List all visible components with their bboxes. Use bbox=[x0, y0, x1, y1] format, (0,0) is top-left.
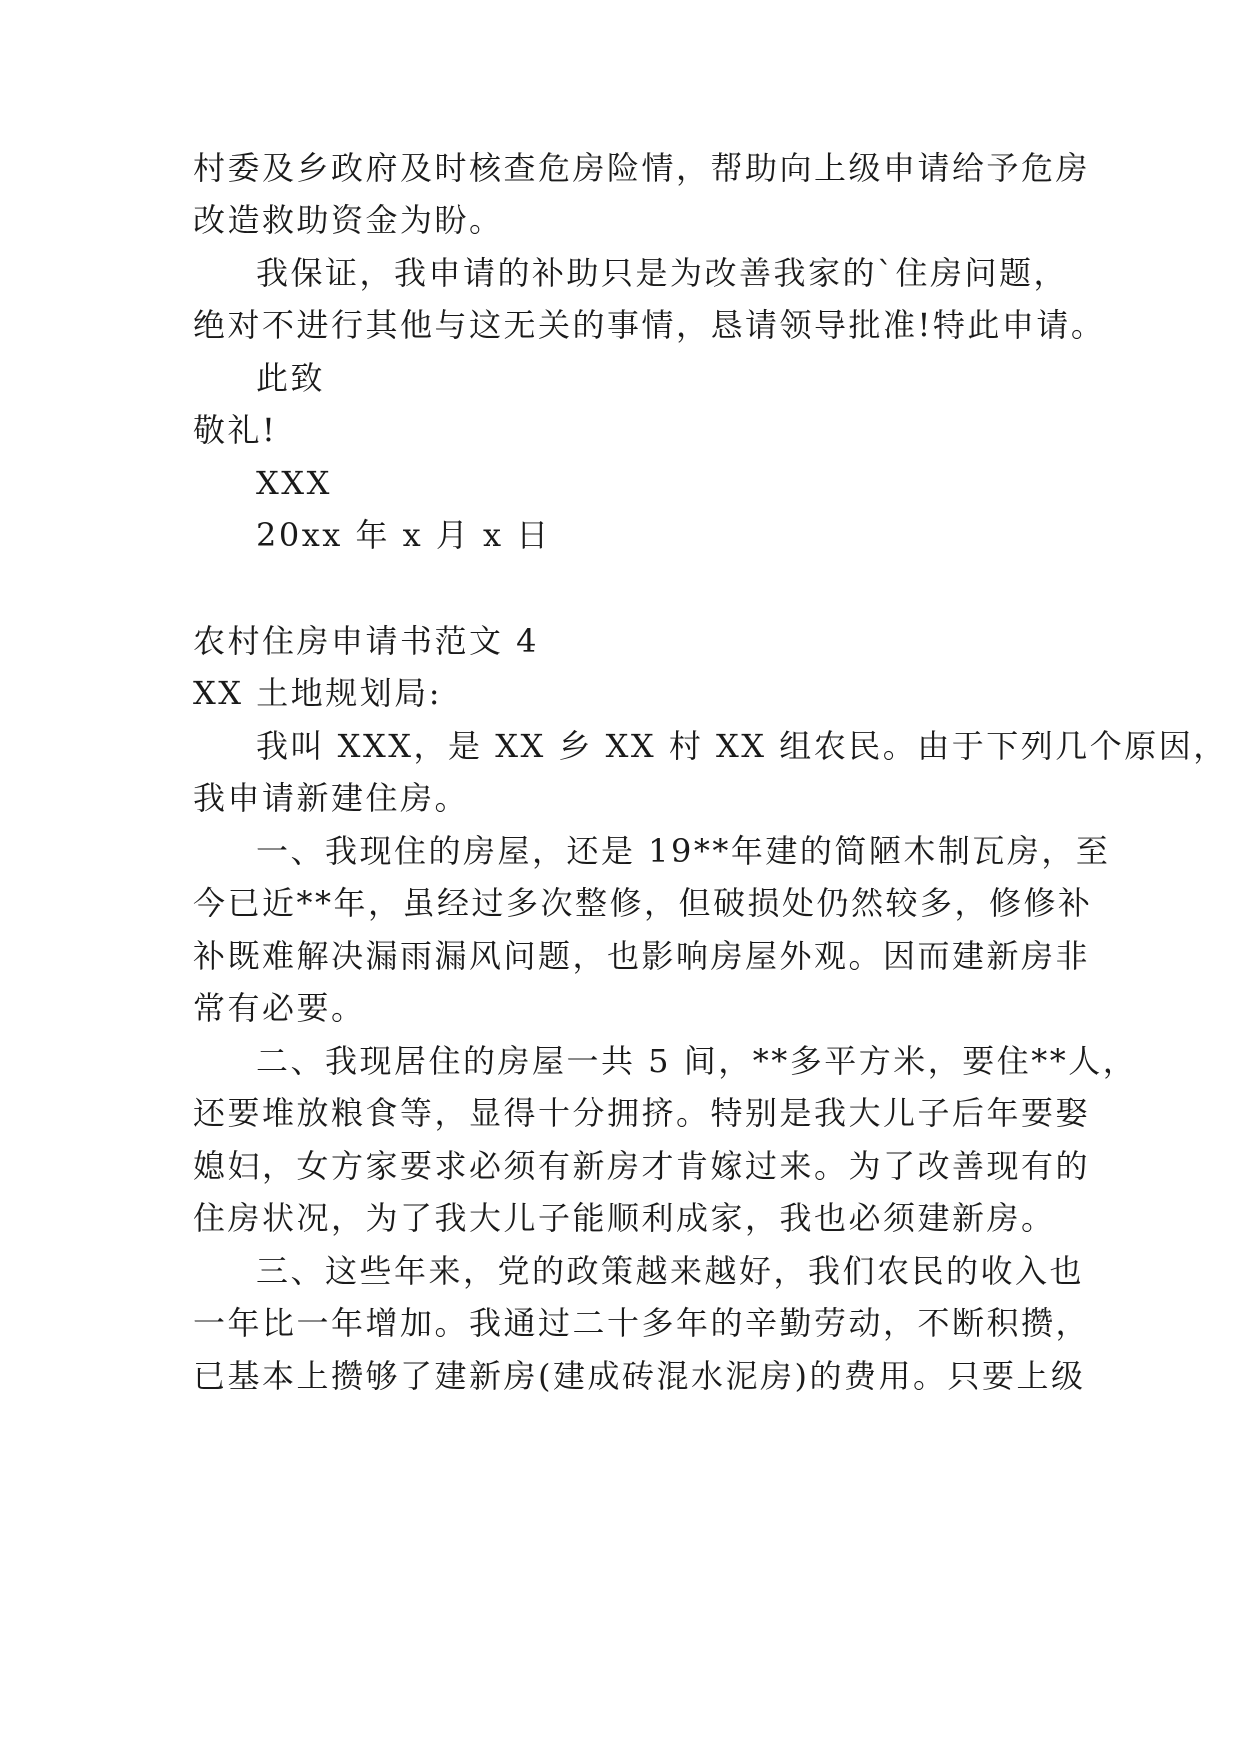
paragraph-line: 绝对不进行其他与这无关的事情，恳请领导批准!特此申请。 bbox=[193, 306, 1106, 344]
signature: XXX bbox=[256, 464, 332, 502]
closing-salute: 敬礼! bbox=[193, 411, 278, 449]
paragraph-line: 还要堆放粮食等，显得十分拥挤。特别是我大儿子后年要娶 bbox=[193, 1094, 1091, 1132]
paragraph-line: 村委及乡政府及时核查危房险情，帮助向上级申请给予危房 bbox=[193, 149, 1091, 187]
date: 20xx 年 x 月 x 日 bbox=[256, 516, 551, 554]
paragraph-line: 补既难解决漏雨漏风问题，也影响房屋外观。因而建新房非 bbox=[193, 937, 1091, 975]
paragraph-line: 三、这些年来，党的政策越来越好，我们农民的收入也 bbox=[256, 1252, 1085, 1290]
paragraph-line: 改造救助资金为盼。 bbox=[193, 201, 504, 239]
closing-greeting: 此致 bbox=[256, 359, 326, 397]
paragraph-line: 我申请新建住房。 bbox=[193, 779, 470, 817]
paragraph-line: 一、我现住的房屋，还是 19**年建的简陋木制瓦房，至 bbox=[256, 832, 1111, 870]
paragraph-line: 我叫 XXX，是 XX 乡 XX 村 XX 组农民。由于下列几个原因， bbox=[256, 727, 1228, 765]
paragraph-line: 二、我现居住的房屋一共 5 间，**多平方米，要住**人， bbox=[256, 1042, 1138, 1080]
paragraph-line: 今已近**年，虽经过多次整修，但破损处仍然较多，修修补 bbox=[193, 884, 1093, 922]
paragraph-line: 已基本上攒够了建新房(建成砖混水泥房)的费用。只要上级 bbox=[193, 1357, 1086, 1395]
section-title: 农村住房申请书范文 4 bbox=[193, 622, 540, 660]
paragraph-line: 媳妇，女方家要求必须有新房才肯嫁过来。为了改善现有的 bbox=[193, 1147, 1091, 1185]
paragraph-line: 住房状况，为了我大儿子能顺利成家，我也必须建新房。 bbox=[193, 1199, 1056, 1237]
addressee: XX 土地规划局: bbox=[193, 674, 443, 712]
paragraph-line: 常有必要。 bbox=[193, 989, 366, 1027]
paragraph-line: 我保证，我申请的补助只是为改善我家的`住房问题， bbox=[256, 254, 1069, 292]
paragraph-line: 一年比一年增加。我通过二十多年的辛勤劳动，不断积攒， bbox=[193, 1304, 1091, 1342]
